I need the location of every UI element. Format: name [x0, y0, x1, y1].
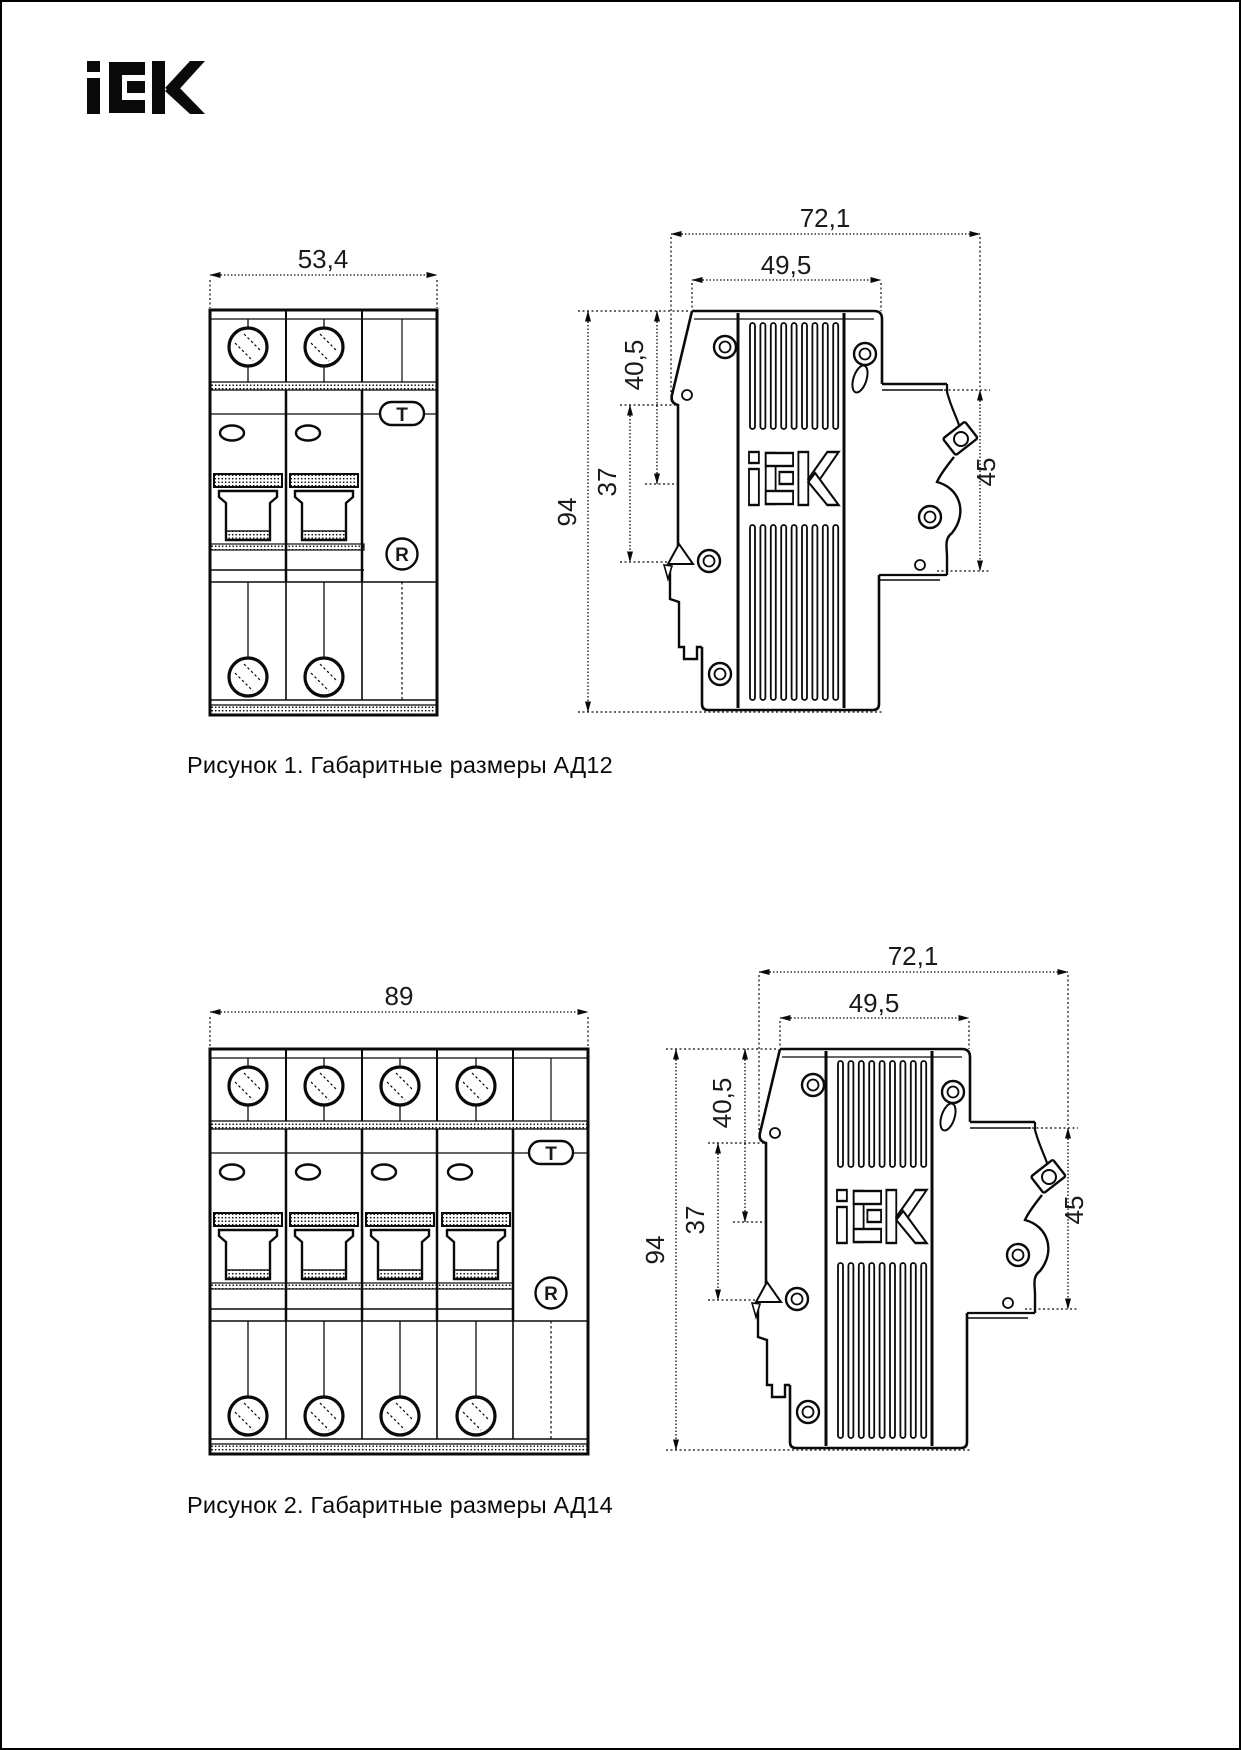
fig1-side-geometry: [578, 234, 990, 712]
fig1-dim-depth-total: 72,1: [799, 203, 851, 233]
fig2-reset-mark: [536, 1278, 567, 1309]
fig2-front-view: [197, 976, 607, 1468]
fig2-front-width-dim: 89: [384, 981, 414, 1011]
fig1-dim-depth-body: 49,5: [760, 250, 812, 280]
fig2-test-button: [529, 1141, 573, 1165]
fig1-reset-mark: [387, 539, 418, 570]
fig2-dim-depth-total: 72,1: [887, 941, 939, 971]
fig1-caption: Рисунок 1. Габаритные размеры АД12: [187, 752, 613, 778]
fig2-dim-depth-body: 49,5: [848, 988, 900, 1018]
fig1-side-view: [482, 167, 1012, 727]
fig2-dim-terminal-height: 45: [1059, 1195, 1089, 1225]
fig1-dim-terminal-height: 45: [971, 457, 1001, 487]
fig1-dim-rail-span: 37: [592, 467, 622, 497]
fig2-caption: Рисунок 2. Габаритные размеры АД14: [187, 1492, 613, 1518]
fig2-dim-rail-span: 37: [680, 1205, 710, 1235]
fig1-front-view: [197, 237, 452, 729]
fig1-test-label: T: [396, 405, 408, 426]
iek-logo: [87, 59, 211, 117]
fig2-side-geometry: [666, 972, 1078, 1450]
fig1-test-button: [380, 402, 424, 426]
fig1-dim-height-total: 94: [552, 497, 582, 527]
fig1-dim-depth-upper: 40,5: [619, 339, 649, 391]
fig2-front-body: [210, 1049, 588, 1454]
fig1-front-width-dim: 53,4: [297, 244, 349, 274]
fig2-test-label: T: [545, 1144, 557, 1165]
fig2-dim-height-total: 94: [640, 1235, 670, 1265]
fig1-reset-label: R: [395, 545, 409, 566]
fig2-dim-depth-upper: 40,5: [707, 1077, 737, 1129]
fig1-front-body: [210, 310, 437, 715]
fig2-side-view: [570, 905, 1100, 1465]
fig2-reset-label: R: [544, 1284, 558, 1305]
